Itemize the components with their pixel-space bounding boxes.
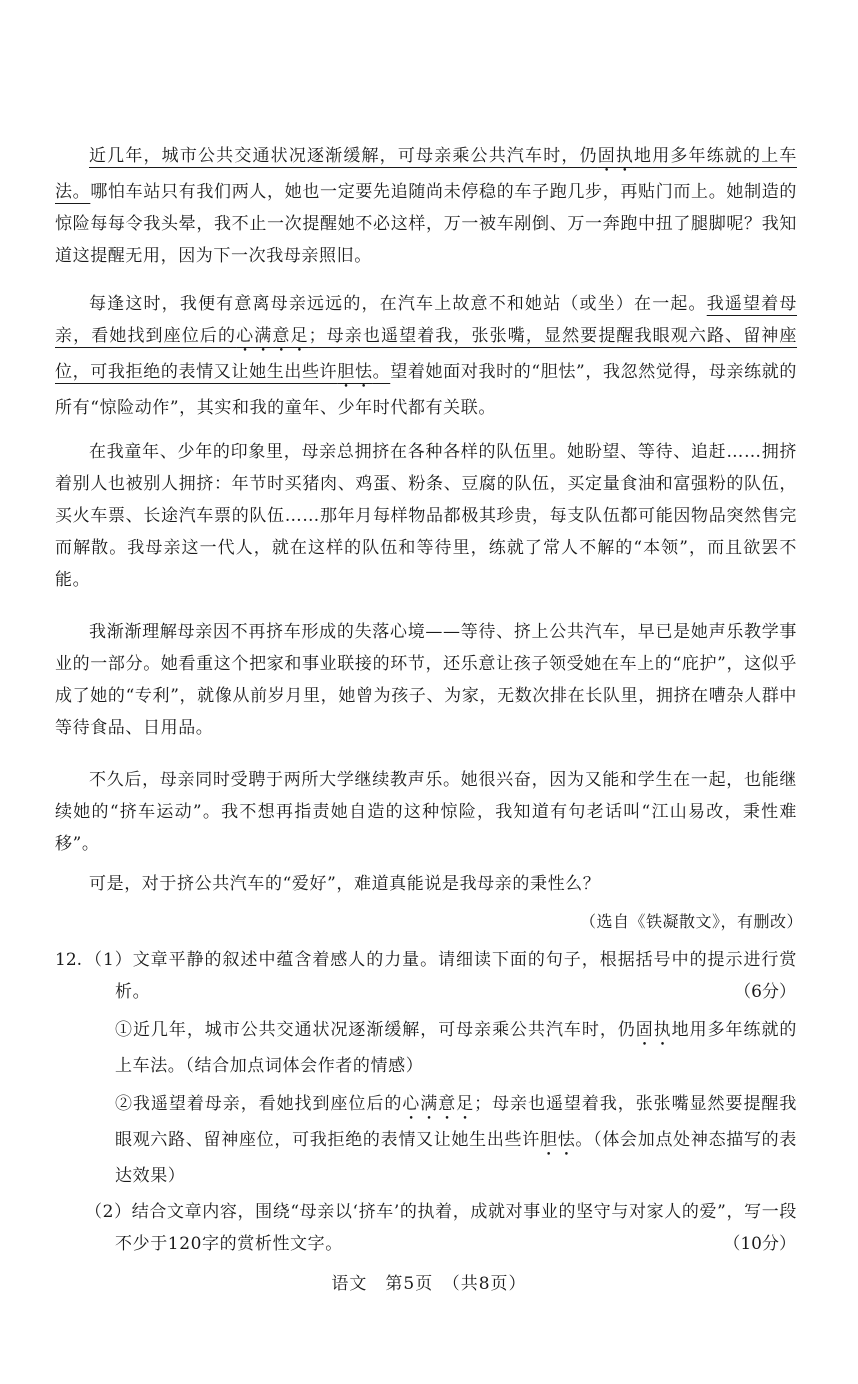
question-part-2-score: （10分）	[723, 1234, 796, 1254]
article-paragraph-4: 我渐渐理解母亲因不再挤车形成的失落心境——等待、挤上公共汽车，早已是她声乐教学事业的一部分。她看重这个把家和事业联接的环节，还乐意让孩子领受她在车上的“庇护”，这似乎成了她的“专利”，就像从前岁月里，她曾为孩子、为家，无数次排在长队里，拥挤在嘈杂人群中等待食品、日用品。	[55, 622, 797, 738]
article-paragraph-3: 在我童年、少年的印象里，母亲总拥挤在各种各样的队伍里。她盼望、等待、追赶……拥挤着别人也被别人拥挤：年节时买猪肉、鸡蛋、粉条、豆腐的队伍，买定量食油和富强粉的队伍，买火车票、长途汽车票的队伍……那年月每样物品都极其珍贵，每支队伍都可能因物品突然售完而解散。我母亲这一代人，就在这样的队伍和等待里，练就了常人不解的“本领”，而且欲罢不能。	[55, 442, 797, 590]
article-source: （选自《铁凝散文》，有删改）	[579, 912, 803, 931]
question-part-1-score: （6分）	[734, 982, 796, 1002]
underlined-sentence-2: 我遥望着母亲，看她找到座位后的心满意足；母亲也遥望着我，张张嘴，显然要提醒我眼观六路、留神座位，可我拒绝的表情又让她生出些许胆怯。	[55, 294, 798, 382]
question-dotted-word-danqie: 胆怯	[539, 1130, 576, 1150]
article-paragraph-2: 每逢这时，我便有意离母亲远远的，在汽车上故意不和她站（或坐）在一起。我遥望着母亲，看她找到座位后的心满意足；母亲也遥望着我，张张嘴，显然要提醒我眼观六路、留神座位，可我拒绝的表情又让她生出些许胆怯。望着她面对我时的“胆怯”，我忽然觉得，母亲练就的所有“惊险动作”，其实和我的童年、少年时代都有关联。	[55, 294, 798, 418]
page-footer: 语文 第5页 （共8页）	[331, 1274, 527, 1294]
question-item-2: ②我遥望着母亲，看她找到座位后的心满意足；母亲也遥望着我，张张嘴显然要提醒我眼观六路、留神座位，可我拒绝的表情又让她生出些许胆怯。（体会加点处神态描写的表达效果）	[115, 1094, 797, 1186]
dotted-word-danqie: 胆怯	[337, 362, 373, 382]
question-item-1: ①近几年，城市公共交通状况逐渐缓解，可母亲乘公共汽车时，仍固执地用多年练就的上车法。（结合加点词体会作者的情感）	[115, 1020, 798, 1076]
underlined-sentence-1: 近几年，城市公共交通状况逐渐缓解，可母亲乘公共汽车时，仍固执地用多年练就的上车法。	[55, 146, 797, 202]
question-dotted-word-guzhi: 固执	[635, 1020, 672, 1040]
question-dotted-word-xinmanyizu: 心满意足	[402, 1094, 475, 1114]
article-paragraph-1: 近几年，城市公共交通状况逐渐缓解，可母亲乘公共汽车时，仍固执地用多年练就的上车法。哪怕车站只有我们两人，她也一定要先追随尚未停稳的车子跑几步，再贴门而上。她制造的惊险每每令我头晕，我不止一次提醒她不必这样，万一被车剐倒、万一奔跑中扭了腿脚呢？我知道这提醒无用，因为下一次我母亲照旧。	[55, 146, 798, 266]
dotted-word-xinmanyizu: 心满意足	[236, 326, 309, 346]
article-paragraph-6: 可是，对于挤公共汽车的“爱好”，难道真能说是我母亲的秉性么？	[89, 874, 601, 894]
dotted-word-guzhi: 固执	[597, 146, 635, 166]
question-part-2: （2）结合文章内容，围绕“母亲以‘挤车’的执着，成就对事业的坚守与对家人的爱”，写一段不少于120字的赏析性文字。	[85, 1202, 797, 1254]
question-part-1-intro: （1）文章平静的叙述中蕴含着感人的力量。请细读下面的句子，根据括号中的提示进行赏析。	[85, 950, 797, 1002]
question-number: 12.	[55, 950, 83, 970]
article-paragraph-5: 不久后，母亲同时受聘于两所大学继续教声乐。她很兴奋，因为又能和学生在一起，也能继续她的“挤车运动”。我不想再指责她自造的这种惊险，我知道有句老话叫“江山易改，秉性难移”。	[55, 770, 797, 854]
